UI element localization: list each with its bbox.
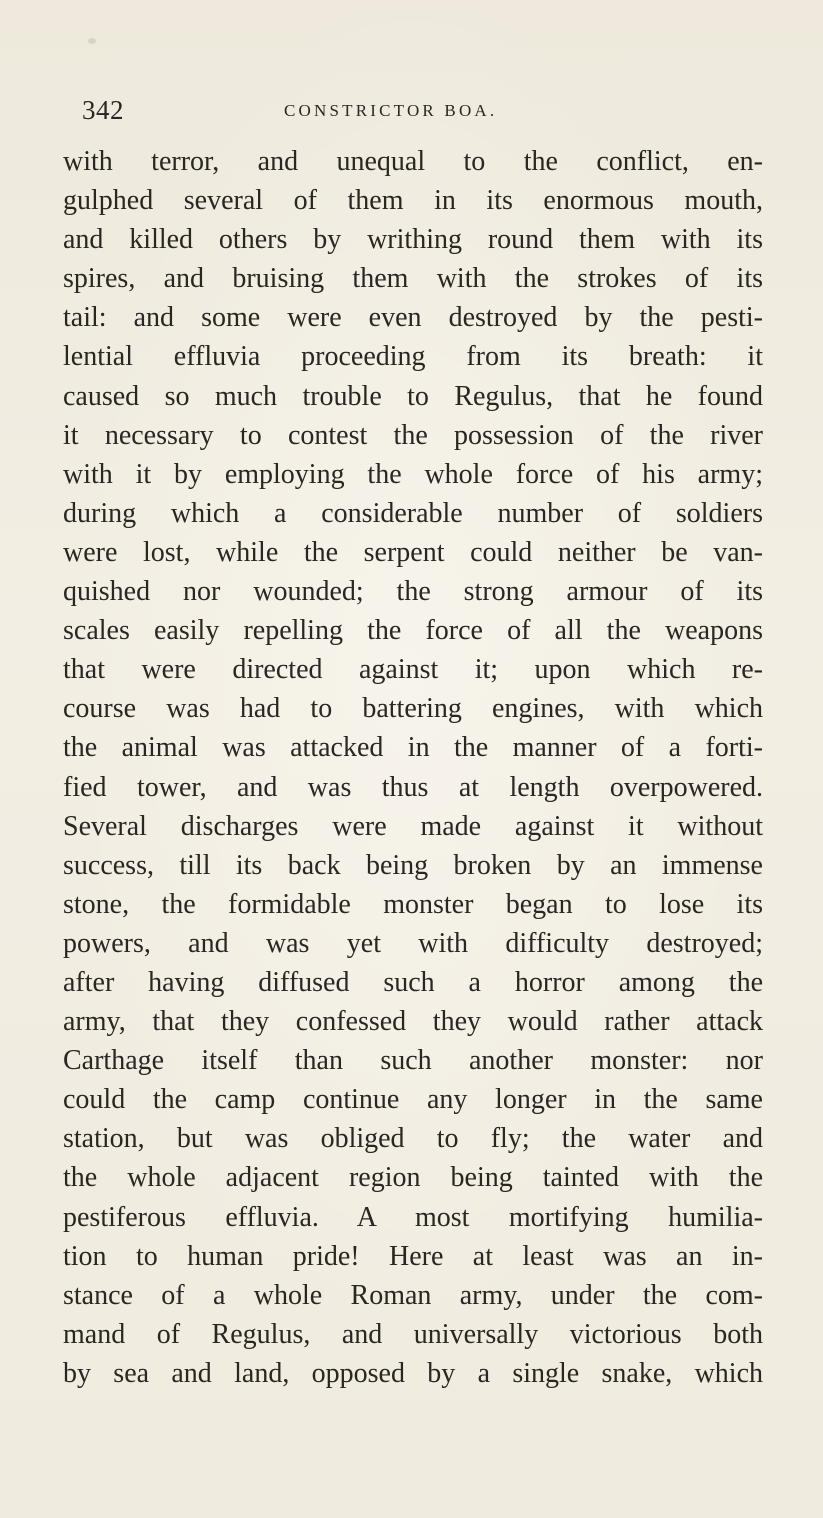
text-line: with terror, and unequal to the conflict, en- xyxy=(63,146,763,177)
text-line: station, but was obliged to fly; the water and xyxy=(63,1123,763,1155)
text-line: mand of Regulus, and universally victorious both xyxy=(63,1318,763,1350)
text-line: pestiferous effluvia. A most mortifying humilia- xyxy=(63,1201,763,1233)
page-number: 342 xyxy=(82,95,124,125)
text-line: lential effluvia proceeding from its breath: it xyxy=(63,341,763,373)
text-line: were lost, while the serpent could neither be van- xyxy=(63,536,763,568)
text-line: the whole adjacent region being tainted with the xyxy=(63,1162,763,1194)
text-line: stance of a whole Roman army, under the com- xyxy=(63,1279,763,1311)
text-line: success, till its back being broken by an immense xyxy=(63,849,763,881)
text-line: powers, and was yet with difficulty destroyed; xyxy=(63,927,763,959)
text-line: stone, the formidable monster began to lose its xyxy=(63,888,763,920)
text-line: with it by employing the whole force of his army; xyxy=(63,458,763,490)
paper-speck xyxy=(88,38,96,44)
text-line: by sea and land, opposed by a single snake, which xyxy=(63,1357,763,1389)
text-line: Carthage itself than such another monster: nor xyxy=(63,1045,763,1077)
text-line: tail: and some were even destroyed by the pesti- xyxy=(63,302,763,334)
text-line: scales easily repelling the force of all the weapons xyxy=(63,615,763,647)
text-line: and killed others by writhing round them with its xyxy=(63,224,763,256)
text-line: after having diffused such a horror among the xyxy=(63,966,763,998)
text-line: gulphed several of them in its enormous mouth, xyxy=(63,185,763,217)
text-line: army, that they confessed they would rather attack xyxy=(63,1006,763,1038)
body-text xyxy=(63,142,763,1393)
text-line: it necessary to contest the possession of the river xyxy=(63,419,763,451)
text-line: spires, and bruising them with the strokes of its xyxy=(63,263,763,295)
text-line: during which a considerable number of soldiers xyxy=(63,497,763,529)
text-line: Several discharges were made against it without xyxy=(63,810,763,842)
text-line: caused so much trouble to Regulus, that he found xyxy=(63,380,763,412)
text-line: course was had to battering engines, with which xyxy=(63,693,763,725)
page-header xyxy=(82,92,772,128)
text-line: that were directed against it; upon which re- xyxy=(63,654,763,686)
running-head: CONSTRICTOR BOA. xyxy=(284,101,498,120)
text-line: tion to human pride! Here at least was an in- xyxy=(63,1240,763,1272)
text-line: fied tower, and was thus at length overpowered. xyxy=(63,771,763,803)
text-line: the animal was attacked in the manner of a forti- xyxy=(63,732,763,764)
text-line: could the camp continue any longer in the same xyxy=(63,1084,763,1116)
text-line: quished nor wounded; the strong armour of its xyxy=(63,576,763,608)
